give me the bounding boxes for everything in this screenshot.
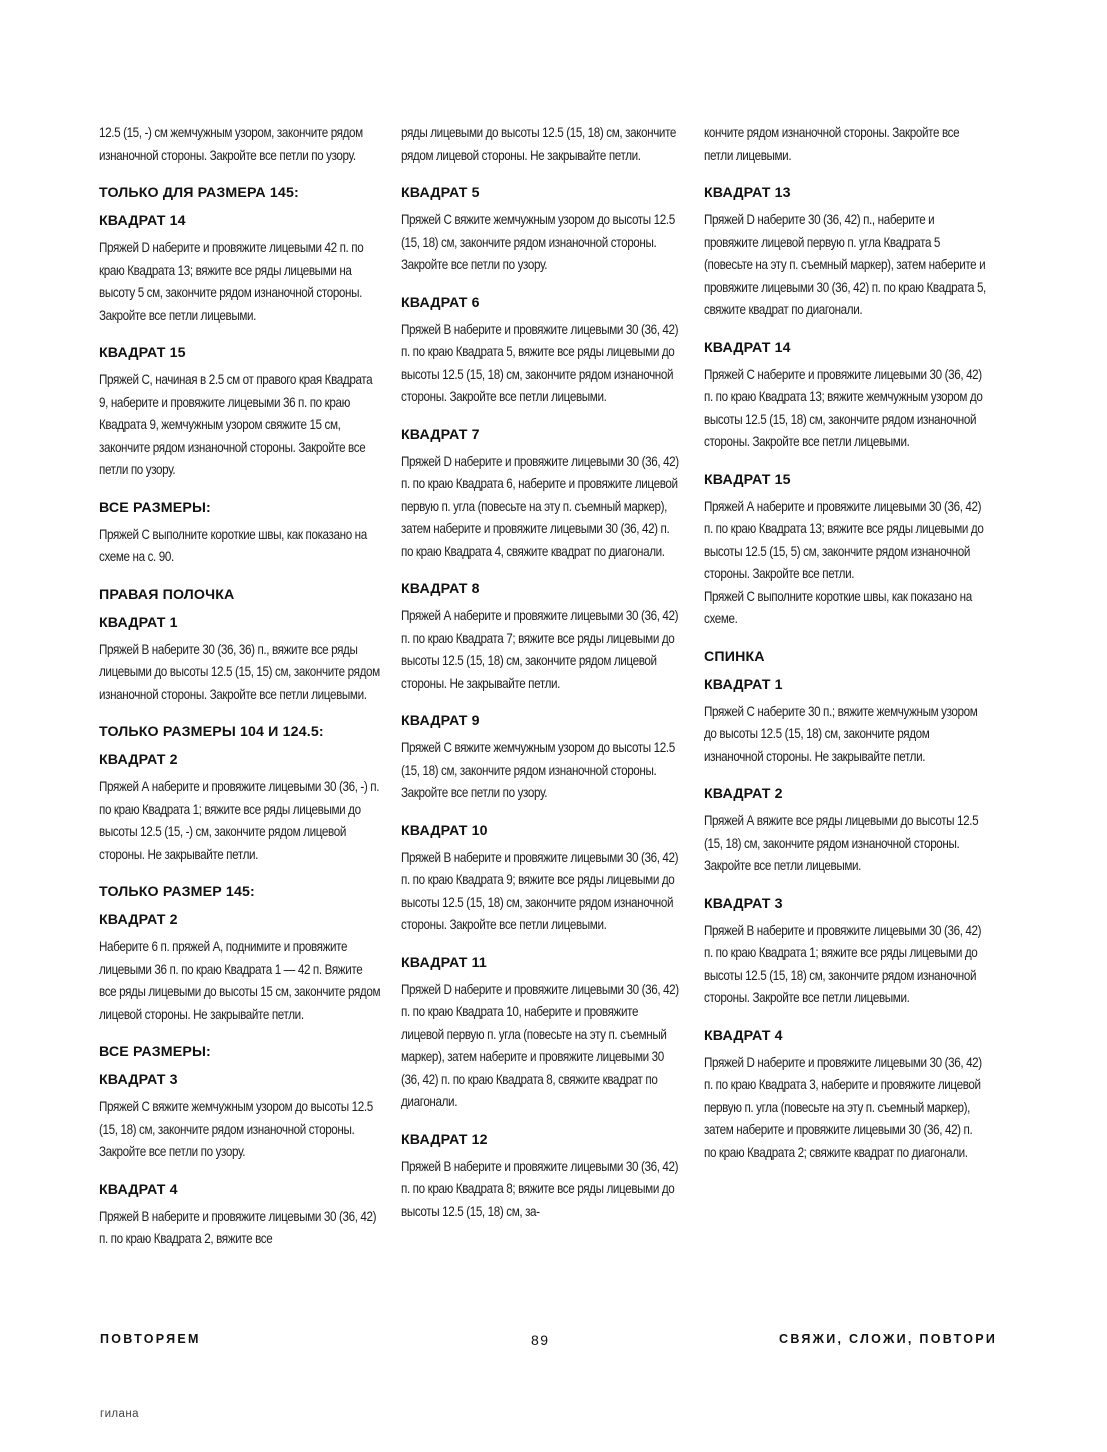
- footer-book-title: СВЯЖИ, СЛОЖИ, ПОВТОРИ: [779, 1332, 998, 1346]
- paragraph: Пряжей В наберите и провяжите лицевыми 30 (36, 42) п. по краю Квадрата 5, вяжите все ряды лицевыми до высоты 12.5 (15, 18) см, закончите рядом изнаночной стороны. Закройте все петли лицевыми.: [401, 321, 679, 404]
- paragraph: Пряжей С наберите 30 п.; вяжите жемчужным узором до высоты 12.5 (15, 18) см, закончите рядом изнаночной стороны. Не закрывайте петли.: [704, 703, 978, 764]
- paragraph: Наберите 6 п. пряжей А, поднимите и провяжите лицевыми 36 п. по краю Квадрата 1 — 42 п. Вяжите все ряды лицевыми до высоты 15 см, закончите рядом лицевой стороны. Не закрывайте петли.: [99, 939, 381, 1022]
- column-3: [704, 122, 986, 1164]
- section-heading: КВАДРАТ 2: [99, 912, 178, 928]
- section-heading: КВАДРАТ 3: [704, 895, 783, 912]
- paragraph: 12.5 (15, -) см жемчужным узором, закончите рядом изнаночной стороны. Закройте все петли по узору.: [99, 125, 363, 163]
- paragraph: Пряжей В наберите и провяжите лицевыми 30 (36, 42) п. по краю Квадрата 2, вяжите все: [99, 1208, 377, 1246]
- section-heading: КВАДРАТ 13: [704, 185, 791, 201]
- paragraph: Пряжей С вяжите жемчужным узором до высоты 12.5 (15, 18) см, закончите рядом изнаночной стороны. Закройте все петли по узору.: [401, 212, 675, 272]
- paragraph: Пряжей С выполните короткие швы, как показано на схеме на с. 90.: [99, 526, 367, 564]
- section-heading: КВАДРАТ 15: [99, 345, 186, 361]
- paragraph: Пряжей А вяжите все ряды лицевыми до высоты 12.5 (15, 18) см, закончите рядом изнаночной стороны. Закройте все петли лицевыми.: [704, 813, 979, 873]
- section-heading: ТОЛЬКО РАЗМЕР 145:: [99, 884, 255, 900]
- section-heading: КВАДРАТ 2: [99, 752, 178, 768]
- paragraph: Пряжей А наберите и провяжите лицевыми 30 (36, 42) п. по краю Квадрата 7; вяжите все ряды лицевыми до высоты 12.5 (15, 18) см, закончите рядом лицевой стороны. Не закрывайте петли.: [401, 608, 679, 691]
- column-1: [99, 122, 381, 1251]
- section-heading: ПРАВАЯ ПОЛОЧКА: [99, 586, 235, 603]
- paragraph: Пряжей D наберите и провяжите лицевыми 30 (36, 42) п. по краю Квадрата 3, наберите и провяжите лицевой первую п. угла (повесьте на эту п. съемный маркер), затем наберите и провяжите лицевыми 30 (36, 42) п. по краю Квадрата 2; свяжите квадрат по диагонали.: [704, 1054, 982, 1160]
- paragraph: Пряжей D наберите и провяжите лицевыми 30 (36, 42) п. по краю Квадрата 10, наберите и провяжите лицевой первую п. угла (повесьте на эту п. съемный маркер), затем наберите и провяжите лицевыми 30 (36, 42) п. по краю Квадрата 8, свяжите квадрат по диагонали.: [401, 981, 679, 1109]
- section-heading: КВАДРАТ 12: [401, 1131, 488, 1148]
- paragraph: Пряжей D наберите и провяжите лицевыми 30 (36, 42) п. по краю Квадрата 6, наберите и провяжите лицевой первую п. угла (повесьте на эту п. съемный маркер), затем наберите и провяжите лицевыми 30 (36, 42) п. по краю Квадрата 4, свяжите квадрат по диагонали.: [401, 453, 679, 559]
- section-heading: КВАДРАТ 14: [99, 213, 186, 229]
- paragraph: Пряжей С вяжите жемчужным узором до высоты 12.5 (15, 18) см, закончите рядом изнаночной стороны. Закройте все петли по узору.: [99, 1099, 373, 1159]
- paragraph: Пряжей С, начиная в 2.5 см от правого края Квадрата 9, наберите и провяжите лицевыми 36 п. по краю Квадрата 9, жемчужным узором свяжите 15 см, закончите рядом изнаночной стороны. Закройте все петли по узору.: [99, 372, 373, 477]
- section-heading: КВАДРАТ 4: [704, 1027, 783, 1044]
- section-heading: КВАДРАТ 3: [99, 1072, 178, 1088]
- paragraph: ряды лицевыми до высоты 12.5 (15, 18) см, закончите рядом лицевой стороны. Не закрывайте петли.: [401, 125, 677, 163]
- section-heading: КВАДРАТ 7: [401, 426, 480, 443]
- section-heading: ТОЛЬКО РАЗМЕРЫ 104 И 124.5:: [99, 724, 324, 740]
- paragraph: Пряжей D наберите 30 (36, 42) п., наберите и провяжите лицевой первую п. угла Квадрата 5 (повесьте на эту п. съемный маркер), затем наберите и провяжите лицевыми 30 (36, 42) п. по краю Квадрата 5, свяжите квадрат по диагонали.: [704, 212, 986, 317]
- section-heading: КВАДРАТ 10: [401, 822, 488, 839]
- paragraph: Пряжей В наберите и провяжите лицевыми 30 (36, 42) п. по краю Квадрата 8; вяжите все ряды лицевыми до высоты 12.5 (15, 18) см, за-: [401, 1158, 679, 1219]
- section-heading: КВАДРАТ 4: [99, 1181, 178, 1198]
- section-heading: КВАДРАТ 8: [401, 581, 480, 597]
- paragraph: Пряжей С вяжите жемчужным узором до высоты 12.5 (15, 18) см, закончите рядом изнаночной стороны. Закройте все петли по узору.: [401, 740, 675, 800]
- page-number: 89: [531, 1332, 550, 1348]
- section-heading: ВСЕ РАЗМЕРЫ:: [99, 1044, 211, 1060]
- footer-section-title: ПОВТОРЯЕМ: [100, 1332, 201, 1346]
- paragraph: Пряжей С наберите и провяжите лицевыми 30 (36, 42) п. по краю Квадрата 13; вяжите жемчужным узором до высоты 12.5 (15, 18) см, закончите рядом изнаночной стороны. Закройте все петли лицевыми.: [704, 366, 983, 449]
- paragraph: кончите рядом изнаночной стороны. Закройте все петли лицевыми.: [704, 125, 960, 163]
- section-heading: КВАДРАТ 5: [401, 185, 480, 201]
- section-heading: КВАДРАТ 11: [401, 954, 487, 971]
- watermark: гилана: [100, 1408, 139, 1420]
- section-heading: ТОЛЬКО ДЛЯ РАЗМЕРА 145:: [99, 185, 299, 201]
- section-heading: КВАДРАТ 9: [401, 713, 480, 729]
- section-heading: ВСЕ РАЗМЕРЫ:: [99, 499, 211, 516]
- section-heading: КВАДРАТ 1: [99, 614, 178, 631]
- paragraph: Пряжей А наберите и провяжите лицевыми 30 (36, -) п. по краю Квадрата 1; вяжите все ряды лицевыми до высоты 12.5 (15, -) см, закончите рядом лицевой стороны. Не закрывайте петли.: [99, 779, 380, 862]
- section-heading: КВАДРАТ 1: [704, 676, 783, 693]
- paragraph: Пряжей D наберите и провяжите лицевыми 42 п. по краю Квадрата 13; вяжите все ряды лицевыми на высоту 5 см, закончите рядом изнаночной стороны. Закройте все петли лицевыми.: [99, 240, 364, 323]
- section-heading: КВАДРАТ 2: [704, 786, 783, 802]
- paragraph: Пряжей В наберите и провяжите лицевыми 30 (36, 42) п. по краю Квадрата 1; вяжите все ряды лицевыми до высоты 12.5 (15, 18) см, закончите рядом изнаночной стороны. Закройте все петли лицевыми.: [704, 922, 982, 1005]
- paragraph: Пряжей В наберите и провяжите лицевыми 30 (36, 42) п. по краю Квадрата 9; вяжите все ряды лицевыми до высоты 12.5 (15, 18) см, закончите рядом изнаночной стороны. Закройте все петли лицевыми.: [401, 849, 679, 932]
- section-heading: СПИНКА: [704, 648, 765, 665]
- section-heading: КВАДРАТ 6: [401, 294, 480, 311]
- section-heading: КВАДРАТ 14: [704, 339, 791, 356]
- section-heading: КВАДРАТ 15: [704, 471, 791, 488]
- column-2: [401, 122, 681, 1223]
- paragraph: Пряжей А наберите и провяжите лицевыми 30 (36, 42) п. по краю Квадрата 13; вяжите все ряды лицевыми до высоты 12.5 (15, 5) см, закончите рядом изнаночной стороны. Закройте все петли. Пряжей С выполните короткие швы, как показано на схеме.: [704, 498, 984, 626]
- paragraph: Пряжей В наберите 30 (36, 36) п., вяжите все ряды лицевыми до высоты 12.5 (15, 15) см, закончите рядом изнаночной стороны. Закройте все петли лицевыми.: [99, 641, 380, 702]
